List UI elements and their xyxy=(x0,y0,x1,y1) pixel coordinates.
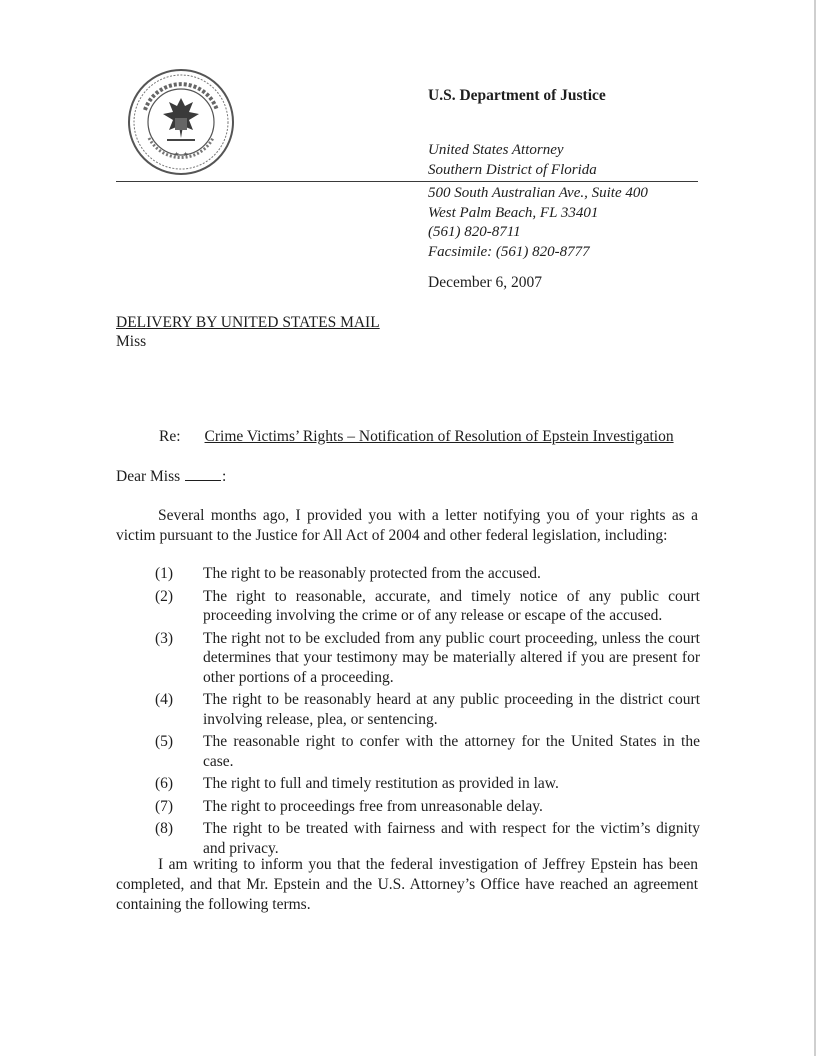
list-item xyxy=(155,774,700,794)
closing-paragraph xyxy=(116,855,698,915)
item-number: (8) xyxy=(155,820,174,837)
list-item xyxy=(155,564,700,584)
item-number: (5) xyxy=(155,733,174,750)
item-text: The right not to be excluded from any public court proceeding, unless the court determines that your testimony may be materially altered if you are present for other portions of a proceeding. xyxy=(203,629,700,686)
item-text: The right to be reasonably heard at any public proceeding in the district court involving release, plea, or sentencing. xyxy=(203,691,700,728)
list-item xyxy=(155,629,700,688)
address-line: West Palm Beach, FL 33401 xyxy=(428,204,599,221)
department-name: U.S. Department of Justice xyxy=(428,87,606,104)
subject-label: Re: xyxy=(159,428,181,445)
svg-text:★: ★ xyxy=(174,151,180,158)
recipient-name: Miss xyxy=(116,333,147,350)
list-item xyxy=(155,587,700,626)
delivery-block xyxy=(116,313,380,351)
item-text: The right to be reasonably protected from the accused. xyxy=(203,565,541,582)
salutation xyxy=(116,466,226,486)
item-text: The right to proceedings free from unreasonable delay. xyxy=(203,797,543,815)
rights-list xyxy=(155,564,700,861)
address-line: (561) 820-8711 xyxy=(428,224,521,240)
letter-date: December 6, 2007 xyxy=(428,274,543,291)
item-text: The right to full and timely restitution as provided in law. xyxy=(203,775,559,792)
intro-paragraph xyxy=(116,506,698,546)
item-text: The right to reasonable, accurate, and timely notice of any public court proceeding involving the crime or of any release or escape of the accused. xyxy=(203,587,700,624)
delivery-method: DELIVERY BY UNITED STATES MAIL xyxy=(116,314,380,331)
item-text: The reasonable right to confer with the attorney for the United States in the case. xyxy=(203,733,700,770)
item-number: (3) xyxy=(155,629,174,647)
list-item xyxy=(155,690,700,729)
list-item xyxy=(155,732,700,771)
subject-line xyxy=(159,428,674,446)
svg-text:★: ★ xyxy=(183,151,189,158)
list-item xyxy=(155,797,700,817)
item-number: (6) xyxy=(155,775,174,792)
office-block xyxy=(428,140,597,180)
salutation-suffix: : xyxy=(222,468,227,485)
subject-text: Crime Victims’ Rights – Notification of Resolution of Epstein Investigation xyxy=(204,428,674,445)
office-line: United States Attorney xyxy=(428,142,564,158)
name-blank xyxy=(185,466,221,481)
closing-text: I am writing to inform you that the federal investigation of Jeffrey Epstein has been completed, and that Mr. Epstein and the U.S. Attorney’s Office have reached an agreement containing the following terms. xyxy=(116,856,698,913)
office-line: Southern District of Florida xyxy=(428,162,597,178)
item-number: (2) xyxy=(155,587,174,605)
item-number: (1) xyxy=(155,565,174,582)
item-number: (4) xyxy=(155,691,174,708)
doj-seal-icon xyxy=(127,68,235,176)
address-line: Facsimile: (561) 820-8777 xyxy=(428,243,590,260)
list-item xyxy=(155,819,700,858)
address-line: 500 South Australian Ave., Suite 400 xyxy=(428,185,648,201)
item-number: (7) xyxy=(155,797,174,815)
salutation-prefix: Dear Miss xyxy=(116,468,181,485)
letterhead-rule xyxy=(116,181,698,182)
address-block xyxy=(428,184,648,262)
item-text: The right to be treated with fairness and with respect for the victim’s dignity and privacy. xyxy=(203,820,700,857)
intro-text: Several months ago, I provided you with a letter notifying you of your rights as a victim pursuant to the Justice for All Act of 2004 and other federal legislation, including: xyxy=(116,507,698,544)
